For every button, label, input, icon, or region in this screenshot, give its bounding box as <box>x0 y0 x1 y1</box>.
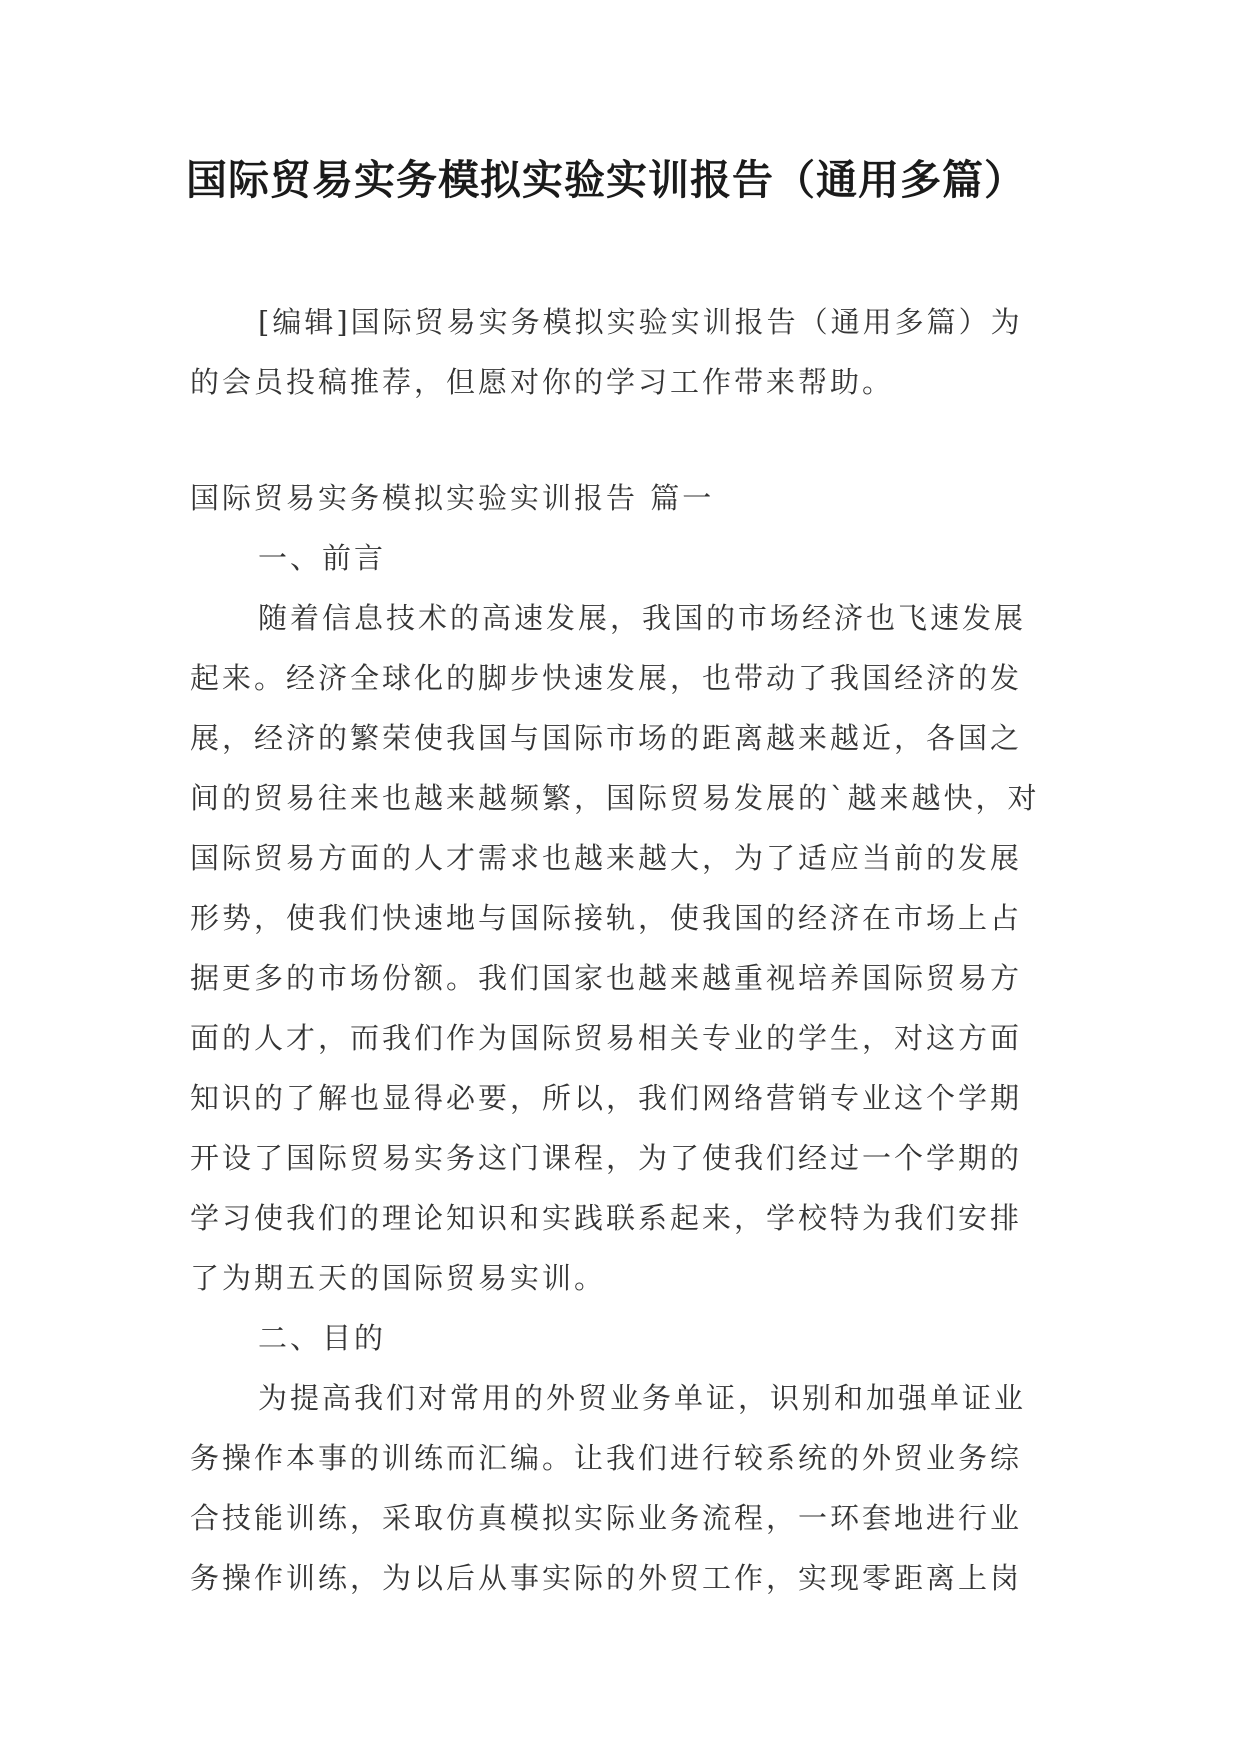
section-heading: 国际贸易实务模拟实验实训报告 篇一 <box>190 481 715 515</box>
intro-paragraph: [编辑]国际贸易实务模拟实验实训报告（通用多篇）为的会员投稿推荐，但愿对你的学习工作带来帮助。 <box>190 305 1023 399</box>
paragraph-purpose: 为提高我们对常用的外贸业务单证，识别和加强单证业务操作本事的训练而汇编。让我们进行较系统的外贸业务综合技能训练，采取仿真模拟实际业务流程，一环套地进行业务操作训练，为以后从事实际的外贸工作，实现零距离上岗 <box>190 1381 1027 1595</box>
subheading-purpose: 二、目的 <box>258 1321 387 1355</box>
document-title: 国际贸易实务模拟实验实训报告（通用多篇） <box>186 156 1026 204</box>
paragraph-preface: 随着信息技术的高速发展，我国的市场经济也飞速发展起来。经济全球化的脚步快速发展，也带动了我国经济的发展，经济的繁荣使我国与国际市场的距离越来越近，各国之间的贸易往来也越来越频繁，国际贸易发展的`越来越快，对国际贸易方面的人才需求也越来越大，为了适应当前的发展形势，使我们快速地与国际接轨，使我国的经济在市场上占据更多的市场份额。我们国家也越来越重视培养国际贸易方面的人才，而我们作为国际贸易相关专业的学生，对这方面知识的了解也显得必要，所以，我们网络营销专业这个学期开设了国际贸易实务这门课程，为了使我们经过一个学期的学习使我们的理论知识和实践联系起来，学校特为我们安排了为期五天的国际贸易实训。 <box>190 601 1040 1295</box>
subheading-preface: 一、前言 <box>258 541 387 575</box>
section-body <box>190 468 1050 1608</box>
